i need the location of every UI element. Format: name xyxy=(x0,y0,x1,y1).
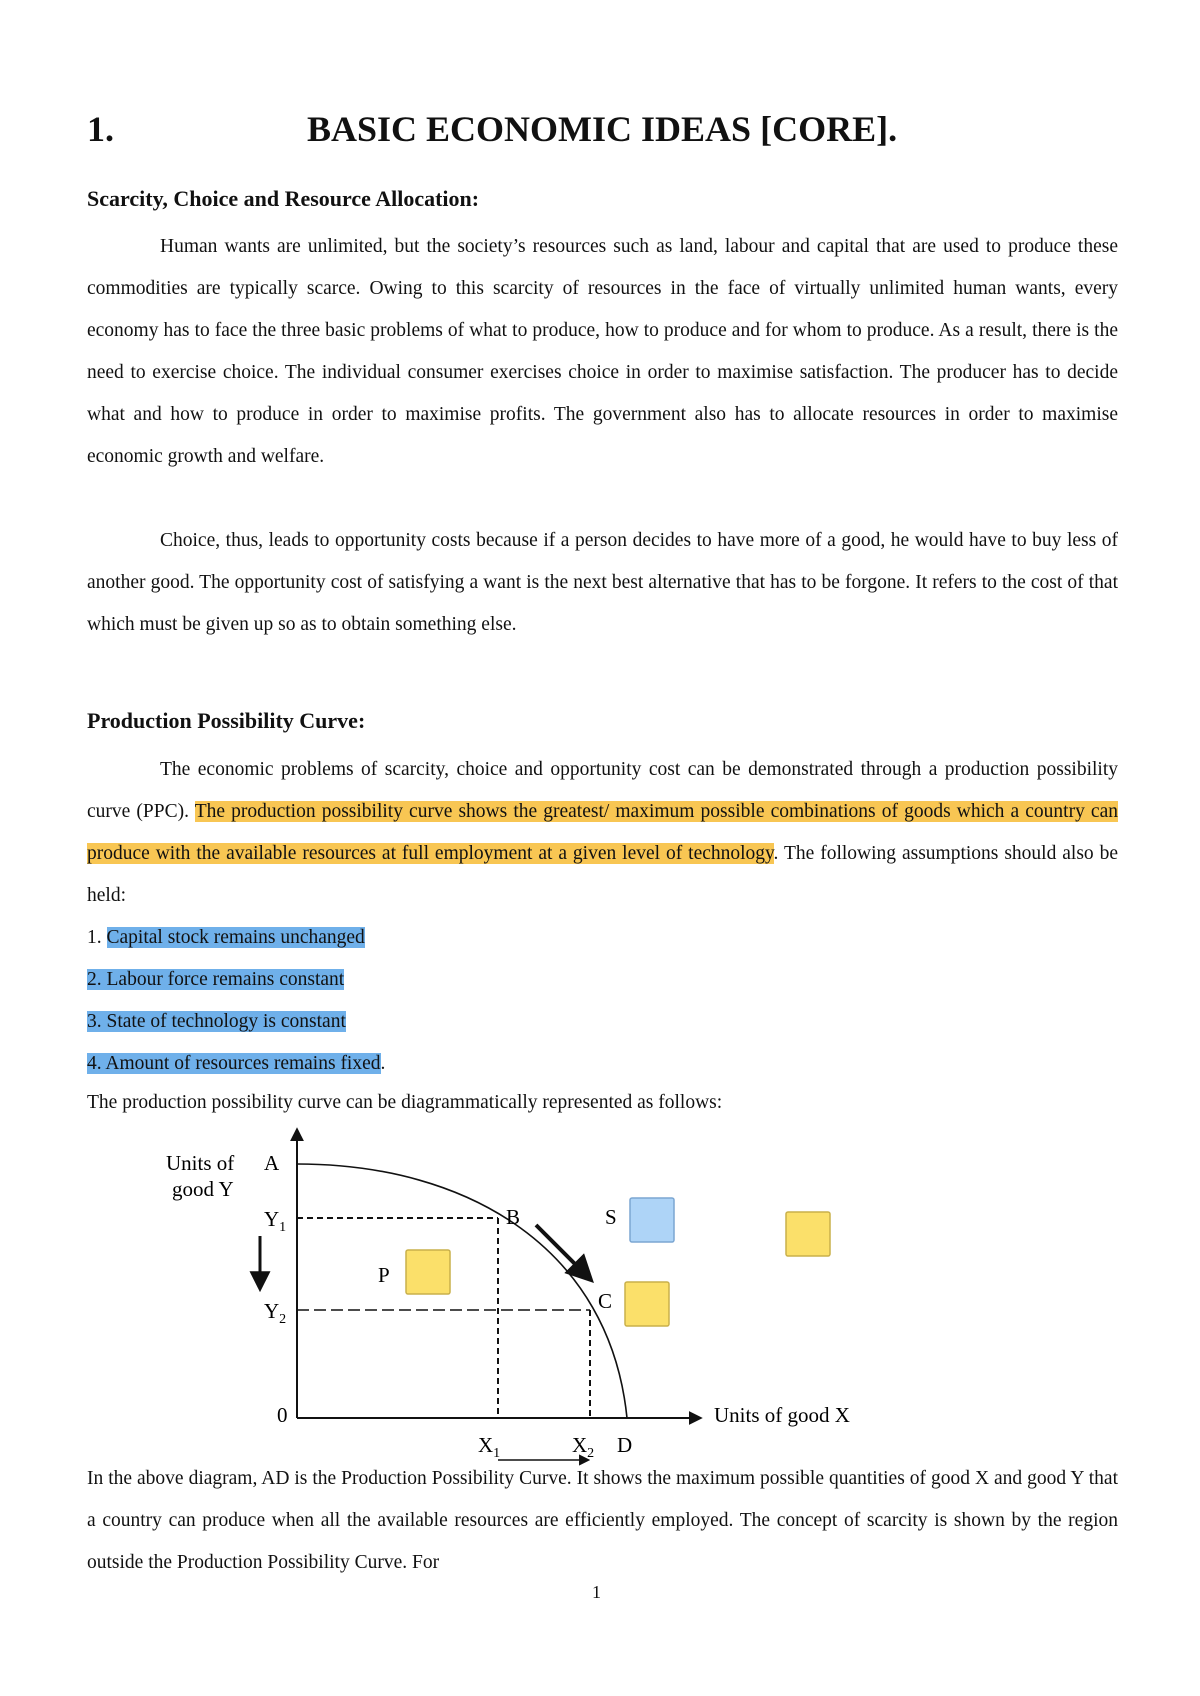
paragraph-diagram-explanation: In the above diagram, AD is the Production Possibility Curve. It shows the maximum possible quantities of good X and good Y that a country can produce when all the available resources are efficiently employed. The concept of scarcity is shown by the region outside the Production Possibility Curve. For xyxy=(87,1468,1118,1573)
origin-label: 0 xyxy=(277,1403,288,1427)
ppc-assumptions-lead: . The following assumptions should also be held: xyxy=(87,843,1118,906)
y1-label: $Y_1$ xyxy=(264,1207,287,1235)
point-c-label: C xyxy=(598,1289,613,1313)
x2-label: $X_2$ xyxy=(572,1433,595,1461)
chapter-number: 1. xyxy=(87,109,114,149)
yellow-square-right xyxy=(786,1212,830,1256)
chapter-title-text: BASIC ECONOMIC IDEAS [CORE]. xyxy=(307,109,898,149)
assumption-item: 4. Amount of resources remains fixed. xyxy=(87,1053,386,1074)
ppc-intro-text: The economic problems of scarcity, choice and opportunity cost can be demonstrated through a production possibility curve (PPC). xyxy=(87,759,1118,822)
y2-label: $Y_2$ xyxy=(264,1299,287,1327)
assumption-item: 1. Capital stock remains unchanged xyxy=(87,927,365,948)
assumption-text: 4. Amount of resources remains fixed xyxy=(87,1053,381,1074)
x-axis-label: Units of good X xyxy=(714,1403,850,1427)
assumption-text: 2. Labour force remains constant xyxy=(87,969,345,990)
point-d-label: D xyxy=(617,1433,633,1457)
y-axis-label-line2: good Y xyxy=(172,1177,234,1201)
production-possibility-curve xyxy=(297,1164,627,1418)
point-s-label: S xyxy=(605,1205,617,1229)
paragraph-scarcity: Human wants are unlimited, but the society’s resources such as land, labour and capital that are used to produce these commodities are typically scarce. Owing to this scarcity of resources in the face of virtually unlimited human wants, every economy has to face the three basic problems of what to produce, how to produce and for whom to produce. As a result, there is the need to exercise choice. The individual consumer exercises choice in order to maximise satisfaction. The producer has to decide what and how to produce in order to maximise profits. The government also has to allocate resources in order to maximise economic growth and welfare. xyxy=(87,236,1118,467)
shift-arrow-b-to-c xyxy=(536,1225,590,1279)
paragraph-opportunity-cost: Choice, thus, leads to opportunity costs because if a person decides to have more of a good, he would have to buy less of another good. The opportunity cost of satisfying a want is the next best alternative that has to be forgone. It refers to the cost of that which must be given up so as to obtain something else. xyxy=(87,530,1118,635)
y-axis-label-line1: Units of xyxy=(166,1151,235,1175)
x1-label: $X_1$ xyxy=(478,1433,501,1461)
blue-square-s xyxy=(630,1198,674,1242)
point-a-label: A xyxy=(264,1151,280,1175)
diagram-caption: The production possibility curve can be diagrammatically represented as follows: xyxy=(87,1092,723,1113)
yellow-square-c xyxy=(625,1282,669,1326)
section-heading-scarcity: Scarcity, Choice and Resource Allocation: xyxy=(87,186,480,211)
section-heading-ppc: Production Possibility Curve: xyxy=(87,708,366,733)
point-p-label: P xyxy=(378,1263,390,1287)
page-number: 1 xyxy=(592,1582,601,1602)
assumption-text: Capital stock remains unchanged xyxy=(106,927,365,948)
point-b-label: B xyxy=(506,1205,521,1229)
ppc-definition-highlight: The production possibility curve shows the greatest/ maximum possible combinations of goods which a country can produce with the available resources at full employment at a given level of technology xyxy=(87,801,1118,864)
yellow-square-p xyxy=(406,1250,450,1294)
assumption-text: 3. State of technology is constant xyxy=(87,1011,346,1032)
